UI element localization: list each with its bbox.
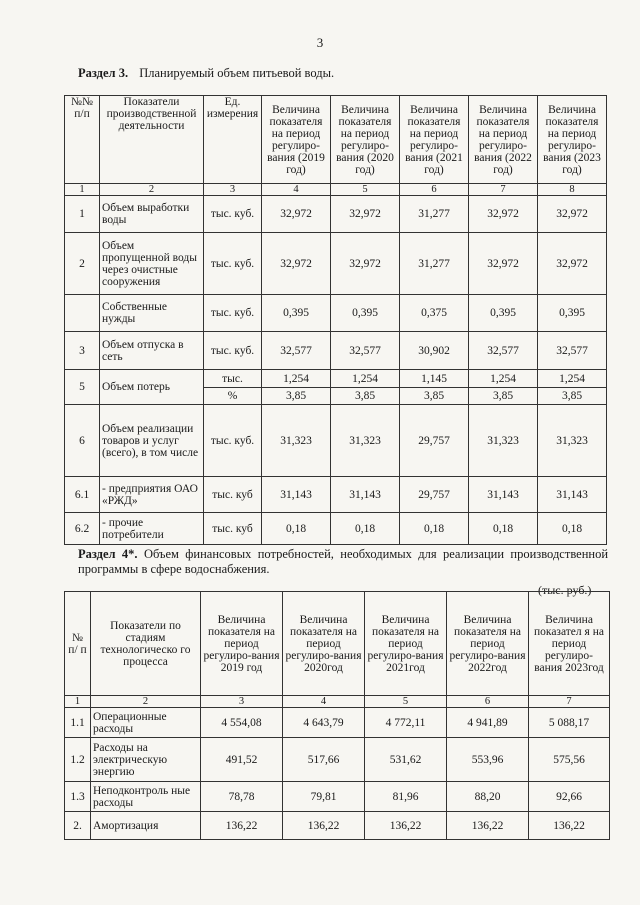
column-number: 3 — [204, 184, 262, 196]
row-num: 6.2 — [65, 513, 100, 545]
row-num: 1 — [65, 196, 100, 233]
value-cell: 4 554,08 — [201, 708, 283, 738]
section-3-label: Раздел 3. — [78, 66, 129, 80]
value-cell: 0,18 — [469, 513, 538, 545]
value-cell: 31,323 — [262, 405, 331, 477]
row-name: Операционные расходы — [91, 708, 201, 738]
value-cell: 136,22 — [529, 812, 610, 840]
value-cell: 1,254 — [469, 370, 538, 388]
header-2020: Величина показателя на период регулиро-вания 2020год — [283, 592, 365, 696]
value-cell: 553,96 — [447, 738, 529, 782]
row-unit: тыс. — [204, 370, 262, 388]
value-cell: 0,18 — [400, 513, 469, 545]
column-number: 5 — [331, 184, 400, 196]
value-cell: 32,577 — [469, 332, 538, 370]
table-row — [65, 782, 610, 812]
value-cell: 1,254 — [262, 370, 331, 388]
table-row — [65, 196, 607, 233]
value-cell: 32,577 — [262, 332, 331, 370]
column-numbers-row — [65, 696, 610, 708]
header-2023: Величина показател я на период регулиро-вания 2023год — [529, 592, 610, 696]
header-2020: Величина показателя на период регулиро-вания (2020 год) — [331, 96, 400, 184]
header-num: №№ п/п — [65, 96, 100, 184]
table-row — [65, 477, 607, 513]
column-number: 1 — [65, 184, 100, 196]
value-cell: 0,395 — [469, 295, 538, 332]
value-cell: 32,972 — [262, 233, 331, 295]
row-num: 5 — [65, 370, 100, 405]
value-cell: 32,972 — [538, 233, 607, 295]
value-cell: 3,85 — [262, 388, 331, 405]
header-2019: Величина показателя на период регулиро-вания 2019 год — [201, 592, 283, 696]
value-cell: 0,395 — [331, 295, 400, 332]
section-4-heading — [78, 547, 608, 577]
value-cell: 31,143 — [331, 477, 400, 513]
column-numbers-row — [65, 184, 607, 196]
table-row — [65, 405, 607, 477]
value-cell: 31,277 — [400, 233, 469, 295]
value-cell: 0,18 — [262, 513, 331, 545]
value-cell: 32,577 — [538, 332, 607, 370]
value-cell: 79,81 — [283, 782, 365, 812]
table-row — [65, 738, 610, 782]
column-number: 1 — [65, 696, 91, 708]
value-cell: 1,254 — [538, 370, 607, 388]
table-header-row — [65, 96, 607, 184]
value-cell: 78,78 — [201, 782, 283, 812]
value-cell: 3,85 — [331, 388, 400, 405]
section-4-label: Раздел 4*. — [78, 547, 138, 561]
table-row — [65, 332, 607, 370]
column-number: 6 — [447, 696, 529, 708]
row-num — [65, 295, 100, 332]
row-num: 3 — [65, 332, 100, 370]
value-cell: 32,972 — [469, 196, 538, 233]
unit-note: (тыс. руб.) — [538, 583, 592, 597]
value-cell: 31,277 — [400, 196, 469, 233]
row-unit: тыс. куб. — [204, 196, 262, 233]
value-cell: 491,52 — [201, 738, 283, 782]
row-name: Объем пропущенной воды через очистные сооружения — [100, 233, 204, 295]
table-row — [65, 812, 610, 840]
table-row — [65, 295, 607, 332]
value-cell: 31,323 — [538, 405, 607, 477]
header-indicator: Показатели по стадиям технологическо го процесса — [91, 592, 201, 696]
row-name: Объем выработки воды — [100, 196, 204, 233]
value-cell: 29,757 — [400, 405, 469, 477]
header-2023: Величина показателя на период регулиро-вания (2023 год) — [538, 96, 607, 184]
value-cell: 136,22 — [447, 812, 529, 840]
value-cell: 31,143 — [262, 477, 331, 513]
value-cell: 0,395 — [538, 295, 607, 332]
row-name: Неподконтроль ные расходы — [91, 782, 201, 812]
row-unit: % — [204, 388, 262, 405]
column-number: 4 — [262, 184, 331, 196]
row-name: Собственные нужды — [100, 295, 204, 332]
row-unit: тыс. куб. — [204, 405, 262, 477]
financial-needs-table — [64, 591, 610, 840]
value-cell: 31,143 — [469, 477, 538, 513]
header-unit: Ед. измерения — [204, 96, 262, 184]
header-indicator: Показатели производственной деятельности — [100, 96, 204, 184]
column-number: 5 — [365, 696, 447, 708]
value-cell: 31,323 — [331, 405, 400, 477]
value-cell: 0,18 — [538, 513, 607, 545]
value-cell: 136,22 — [283, 812, 365, 840]
value-cell: 32,972 — [262, 196, 331, 233]
value-cell: 81,96 — [365, 782, 447, 812]
row-num: 6.1 — [65, 477, 100, 513]
value-cell: 3,85 — [469, 388, 538, 405]
value-cell: 29,757 — [400, 477, 469, 513]
column-number: 2 — [100, 184, 204, 196]
value-cell: 1,254 — [331, 370, 400, 388]
value-cell: 3,85 — [400, 388, 469, 405]
value-cell: 32,577 — [331, 332, 400, 370]
row-name: Объем отпуска в сеть — [100, 332, 204, 370]
table-header-row — [65, 592, 610, 696]
value-cell: 136,22 — [365, 812, 447, 840]
section-3-title: Планируемый объем питьевой воды. — [139, 66, 335, 80]
column-number: 4 — [283, 696, 365, 708]
row-name: - прочие потребители — [100, 513, 204, 545]
header-2021: Величина показателя на период регулиро-вания (2021 год) — [400, 96, 469, 184]
drinking-water-volume-table — [64, 95, 607, 545]
value-cell: 1,145 — [400, 370, 469, 388]
value-cell: 92,66 — [529, 782, 610, 812]
value-cell: 575,56 — [529, 738, 610, 782]
value-cell: 3,85 — [538, 388, 607, 405]
value-cell: 0,375 — [400, 295, 469, 332]
value-cell: 31,143 — [538, 477, 607, 513]
row-num: 1.2 — [65, 738, 91, 782]
row-unit: тыс. куб — [204, 477, 262, 513]
header-2021: Величина показателя на период регулиро-вания 2021год — [365, 592, 447, 696]
row-name: Объем реализации товаров и услуг (всего), в том числе — [100, 405, 204, 477]
value-cell: 32,972 — [331, 196, 400, 233]
value-cell: 0,395 — [262, 295, 331, 332]
page-number: 3 — [316, 35, 324, 50]
value-cell: 32,972 — [331, 233, 400, 295]
value-cell: 4 772,11 — [365, 708, 447, 738]
row-name: Амортизация — [91, 812, 201, 840]
row-num: 2. — [65, 812, 91, 840]
row-name: Объем потерь — [100, 370, 204, 405]
column-number: 3 — [201, 696, 283, 708]
header-2022: Величина показателя на период регулиро-вания (2022 год) — [469, 96, 538, 184]
value-cell: 136,22 — [201, 812, 283, 840]
column-number: 7 — [469, 184, 538, 196]
value-cell: 517,66 — [283, 738, 365, 782]
row-unit: тыс. куб. — [204, 332, 262, 370]
header-2022: Величина показателя на период регулиро-вания 2022год — [447, 592, 529, 696]
row-name: - предприятия ОАО «РЖД» — [100, 477, 204, 513]
column-number: 6 — [400, 184, 469, 196]
value-cell: 31,323 — [469, 405, 538, 477]
row-unit: тыс. куб — [204, 513, 262, 545]
table-row — [65, 233, 607, 295]
row-num: 2 — [65, 233, 100, 295]
column-number: 7 — [529, 696, 610, 708]
header-2019: Величина показателя на период регулиро-вания (2019 год) — [262, 96, 331, 184]
value-cell: 32,972 — [469, 233, 538, 295]
column-number: 8 — [538, 184, 607, 196]
value-cell: 531,62 — [365, 738, 447, 782]
row-unit: тыс. куб. — [204, 233, 262, 295]
table-row — [65, 708, 610, 738]
row-num: 1.1 — [65, 708, 91, 738]
value-cell: 88,20 — [447, 782, 529, 812]
value-cell: 0,18 — [331, 513, 400, 545]
column-number: 2 — [91, 696, 201, 708]
value-cell: 5 088,17 — [529, 708, 610, 738]
table-row — [65, 513, 607, 545]
row-num: 6 — [65, 405, 100, 477]
section-3-heading — [78, 66, 334, 81]
value-cell: 4 643,79 — [283, 708, 365, 738]
row-num: 1.3 — [65, 782, 91, 812]
row-name: Расходы на электрическую энергию — [91, 738, 201, 782]
table-row — [65, 370, 607, 388]
row-unit: тыс. куб. — [204, 295, 262, 332]
value-cell: 4 941,89 — [447, 708, 529, 738]
value-cell: 30,902 — [400, 332, 469, 370]
section-4-title: Объем финансовых потребностей, необходимых для реализации производственной программы в сфере водоснабжения. — [78, 547, 609, 576]
header-num: № п/ п — [65, 592, 91, 696]
value-cell: 32,972 — [538, 196, 607, 233]
